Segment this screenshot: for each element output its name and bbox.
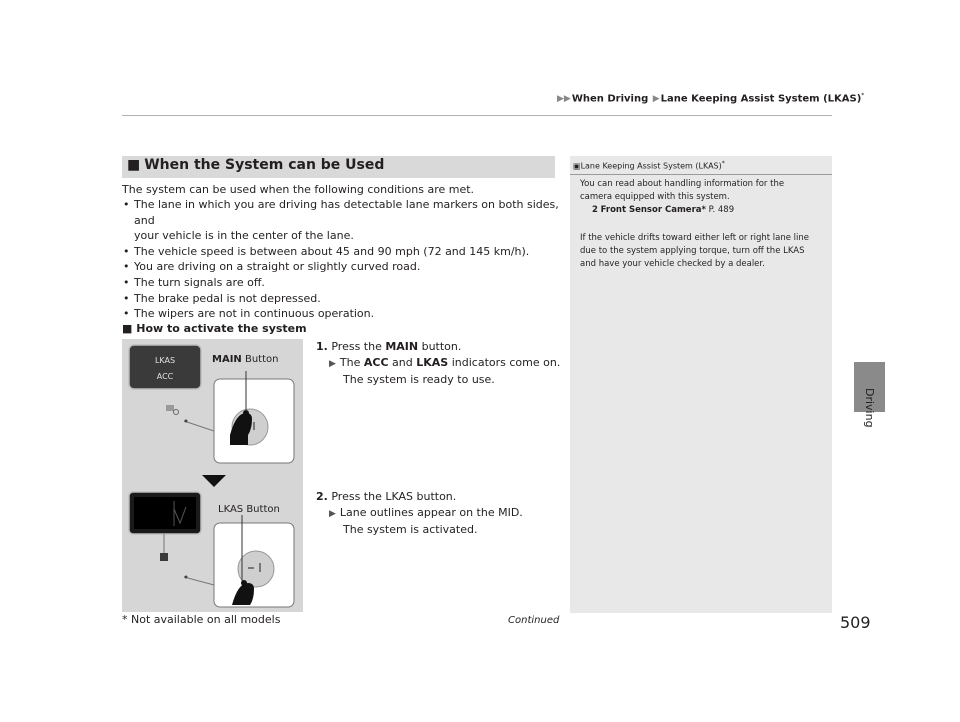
step-2: 2. Press the LKAS button. ▶ Lane outlines appear on the MID. The system is activated. [316,490,523,537]
lkas-indicator-text: LKAS [154,356,176,365]
list-item: • You are driving on a straight or slightly curved road. [122,259,562,275]
breadcrumb [556,92,864,104]
note-icon: ▣ [573,161,581,171]
acc-indicator-text: ACC [156,372,174,381]
result-arrow-icon: ▶ [329,358,336,369]
note-paragraph-2: If the vehicle drifts toward either left or right lane line due to the system applying torque, turn off the LKAS and have your vehicle checked by a dealer. [580,233,810,270]
header-divider [122,115,832,116]
zoom-line [184,577,214,585]
note-divider [570,174,832,175]
list-item: • The vehicle speed is between about 45 and 90 mph (72 and 145 km/h). [122,244,562,260]
subheading [122,322,307,335]
chapter-label [862,388,878,448]
control-illustration [122,339,303,612]
step-number: 1. [316,340,328,353]
subheading-text: How to activate the system [136,322,307,335]
footnote: * Not available on all models [122,613,281,626]
continued-label: Continued [508,615,560,626]
reference-icon: 2 [592,205,598,216]
list-item-continuation: your vehicle is in the center of the lane. [134,229,354,243]
intro-text: The system can be used when the following conditions are met. [122,183,475,196]
zoom-anchor [185,576,188,579]
lkas-indicator-label: LKAS [416,355,449,369]
lkas-button-label: LKAS Button [218,504,280,515]
list-item: • The lane in which you are driving has detectable lane markers on both sides, and [122,197,562,228]
indicator-panel [129,345,201,389]
list-item: • The brake pedal is not depressed. [122,291,562,307]
cross-reference-link[interactable]: 2 Front Sensor Camera* P. 489 [592,205,735,216]
chapter-label-text: Driving [863,388,876,428]
note-paragraph-1: You can read about handling information for the camera equipped with this system. 2 Front Sensor Camera* P. 489 [580,178,784,218]
zoom-line [184,421,214,431]
page-number: 509 [840,613,871,632]
mid-screen [134,497,196,529]
acc-indicator-label: ACC [363,355,389,369]
dashboard-marker [166,405,174,411]
sequence-arrow-icon [202,475,226,487]
indicator-light-icon [174,410,179,415]
list-item: • The wipers are not in continuous operation. [122,306,562,322]
side-note-panel [570,156,832,613]
breadcrumb-arrow-icon: ▶ [652,94,660,105]
section-title [127,157,384,173]
main-button-label: MAIN Button [212,354,279,365]
list-item: • The turn signals are off. [122,275,562,291]
not-all-models-mark: * [861,92,865,99]
breadcrumb-arrow-icon: ▶▶ [557,94,571,105]
steering-wheel-illustration [122,339,303,612]
zoom-anchor [185,420,188,423]
square-bullet-icon: ■ [122,322,133,335]
note-title: ▣Lane Keeping Assist System (LKAS)* [573,160,725,171]
step-number: 2. [316,490,328,503]
step-1: 1. Press the MAIN button. ▶ The ACC and LKAS indicators come on. The system is ready to use. [316,340,561,387]
breadcrumb-item-lkas[interactable]: Lane Keeping Assist System (LKAS) [660,93,862,105]
main-key-label: MAIN [385,340,419,353]
section-title-text: When the System can be Used [144,157,385,173]
square-bullet-icon: ■ [127,157,141,173]
breadcrumb-item-when-driving[interactable]: When Driving [571,93,649,105]
result-arrow-icon: ▶ [329,508,336,519]
conditions-list [122,197,562,322]
dashboard-marker [160,553,168,561]
